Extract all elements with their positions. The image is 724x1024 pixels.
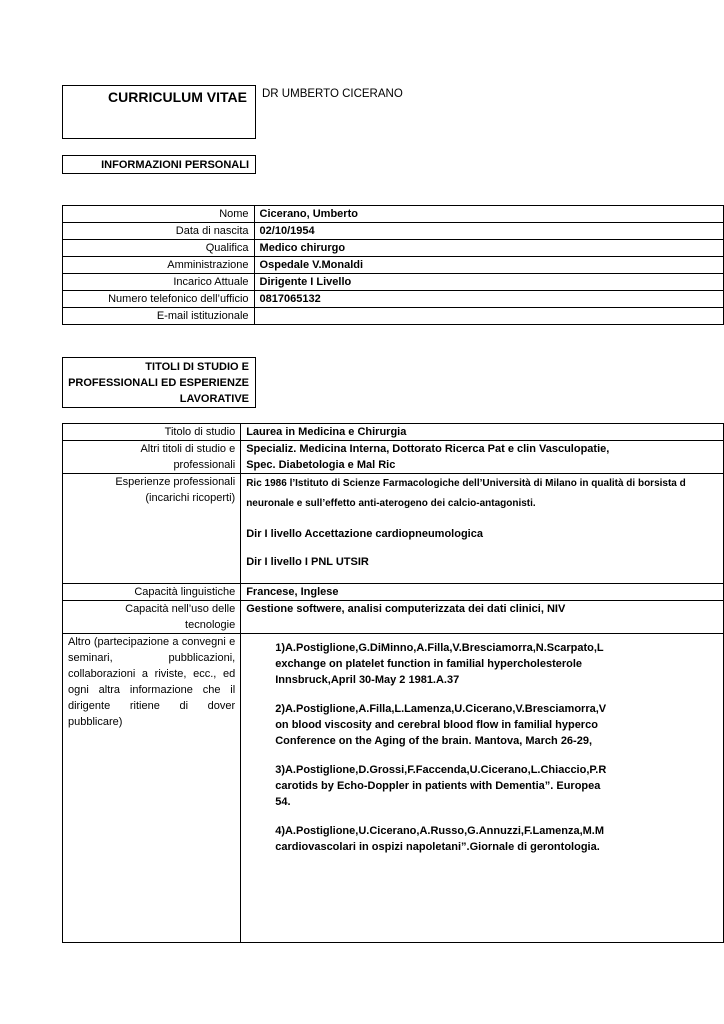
cv-doctor-name: DR UMBERTO CICERANO <box>262 88 403 100</box>
row-value: Francese, Inglese <box>241 584 724 601</box>
row-value: Dirigente I Livello <box>254 274 723 291</box>
table-row <box>63 308 724 325</box>
row-value: 02/10/1954 <box>254 223 723 240</box>
studies-table <box>62 423 724 943</box>
table-row <box>63 206 724 223</box>
row-label: Capacità linguistiche <box>63 584 241 601</box>
publication-item: 1)A.Postiglione,G.DiMinno,A.Filla,V.Bresciamorra,N.Scarpato,L exchange on platelet function in familial hypercholesterole Innsbruck,April 30-May 2 1981.A.37 <box>275 642 604 686</box>
value-line: Spec. Diabetologia e Mal Ric <box>246 459 396 471</box>
label-line: Capacità nell’uso delle <box>125 603 236 615</box>
row-value: Ospedale V.Monaldi <box>254 257 723 274</box>
label-line: tecnologie <box>185 619 236 631</box>
label-line: (incarichi ricoperti) <box>145 492 236 504</box>
value-line: Dir I livello Accettazione cardiopneumologica <box>246 528 483 540</box>
row-label: Titolo di studio <box>63 424 241 441</box>
row-label <box>63 601 241 634</box>
table-row <box>63 601 724 634</box>
row-label: Data di nascita <box>63 223 255 240</box>
cv-title: CURRICULUM VITAE <box>108 89 247 105</box>
publication-item: 3)A.Postiglione,D.Grossi,F.Faccenda,U.Cicerano,L.Chiaccio,P.R carotids by Echo-Doppler in patients with Dementia”. Europea 54. <box>275 764 607 808</box>
publication-item: 2)A.Postiglione,A.Filla,L.Lamenza,U.Cicerano,V.Bresciamorra,V on blood viscosity and cerebral blood flow in familial hyperco Conference on the Aging of the brain. Mantova, March 26-29, <box>275 703 607 747</box>
publication-item: 4)A.Postiglione,U.Cicerano,A.Russo,G.Annuzzi,F.Lamenza,M.M cardiovascolari in ospizi napoletani”.Giornale di gerontologia. <box>275 825 605 853</box>
row-label <box>63 474 241 584</box>
section-title-line: TITOLI DI STUDIO E <box>145 361 249 373</box>
table-row <box>63 584 724 601</box>
row-label: Altro (partecipazione a convegni e seminari, pubblicazioni, collaborazioni a riviste, ecc., ed ogni altra informazione che il dirigente ritiene di dover pubblicare) <box>63 634 241 943</box>
row-label: Nome <box>63 206 255 223</box>
table-row <box>63 257 724 274</box>
publications-list <box>241 634 724 943</box>
row-value <box>254 308 723 325</box>
value-line: Ric 1986 l’Istituto di Scienze Farmacologiche dell’Università di Milano in qualità di borsista d <box>246 478 686 489</box>
personal-info-table <box>62 205 724 325</box>
section-personal-info: INFORMAZIONI PERSONALI <box>62 155 256 174</box>
section-title-line: LAVORATIVE <box>179 393 249 405</box>
cv-title-box <box>62 85 256 139</box>
label-line: professionali <box>173 459 236 471</box>
table-row <box>63 291 724 308</box>
section-title-line: PROFESSIONALI ED ESPERIENZE <box>68 377 249 389</box>
row-value: Cicerano, Umberto <box>254 206 723 223</box>
row-label: Qualifica <box>63 240 255 257</box>
row-value <box>241 474 724 584</box>
value-line: neuronale e sull’effetto anti-aterogeno dei calcio-antagonisti. <box>246 498 536 509</box>
table-row <box>63 634 724 943</box>
table-row <box>63 274 724 291</box>
label-line: Altri titoli di studio e <box>140 443 236 455</box>
row-value: Medico chirurgo <box>254 240 723 257</box>
value-line: Dir I livello I PNL UTSIR <box>246 556 369 568</box>
table-row <box>63 223 724 240</box>
row-label: Amministrazione <box>63 257 255 274</box>
row-value: Laurea in Medicina e Chirurgia <box>241 424 724 441</box>
row-label: E-mail istituzionale <box>63 308 255 325</box>
row-label: Incarico Attuale <box>63 274 255 291</box>
row-label: Numero telefonico dell’ufficio <box>63 291 255 308</box>
row-value: Gestione softwere, analisi computerizzata dei dati clinici, NIV <box>241 601 724 634</box>
table-row <box>63 441 724 474</box>
row-value: 0817065132 <box>254 291 723 308</box>
table-row <box>63 474 724 584</box>
table-row <box>63 240 724 257</box>
section-studies-experience <box>62 357 256 408</box>
table-row <box>63 424 724 441</box>
row-value <box>241 441 724 474</box>
label-line: Esperienze professionali <box>115 476 236 488</box>
value-line: Specializ. Medicina Interna, Dottorato Ricerca Pat e clin Vasculopatie, <box>246 443 610 455</box>
row-label <box>63 441 241 474</box>
